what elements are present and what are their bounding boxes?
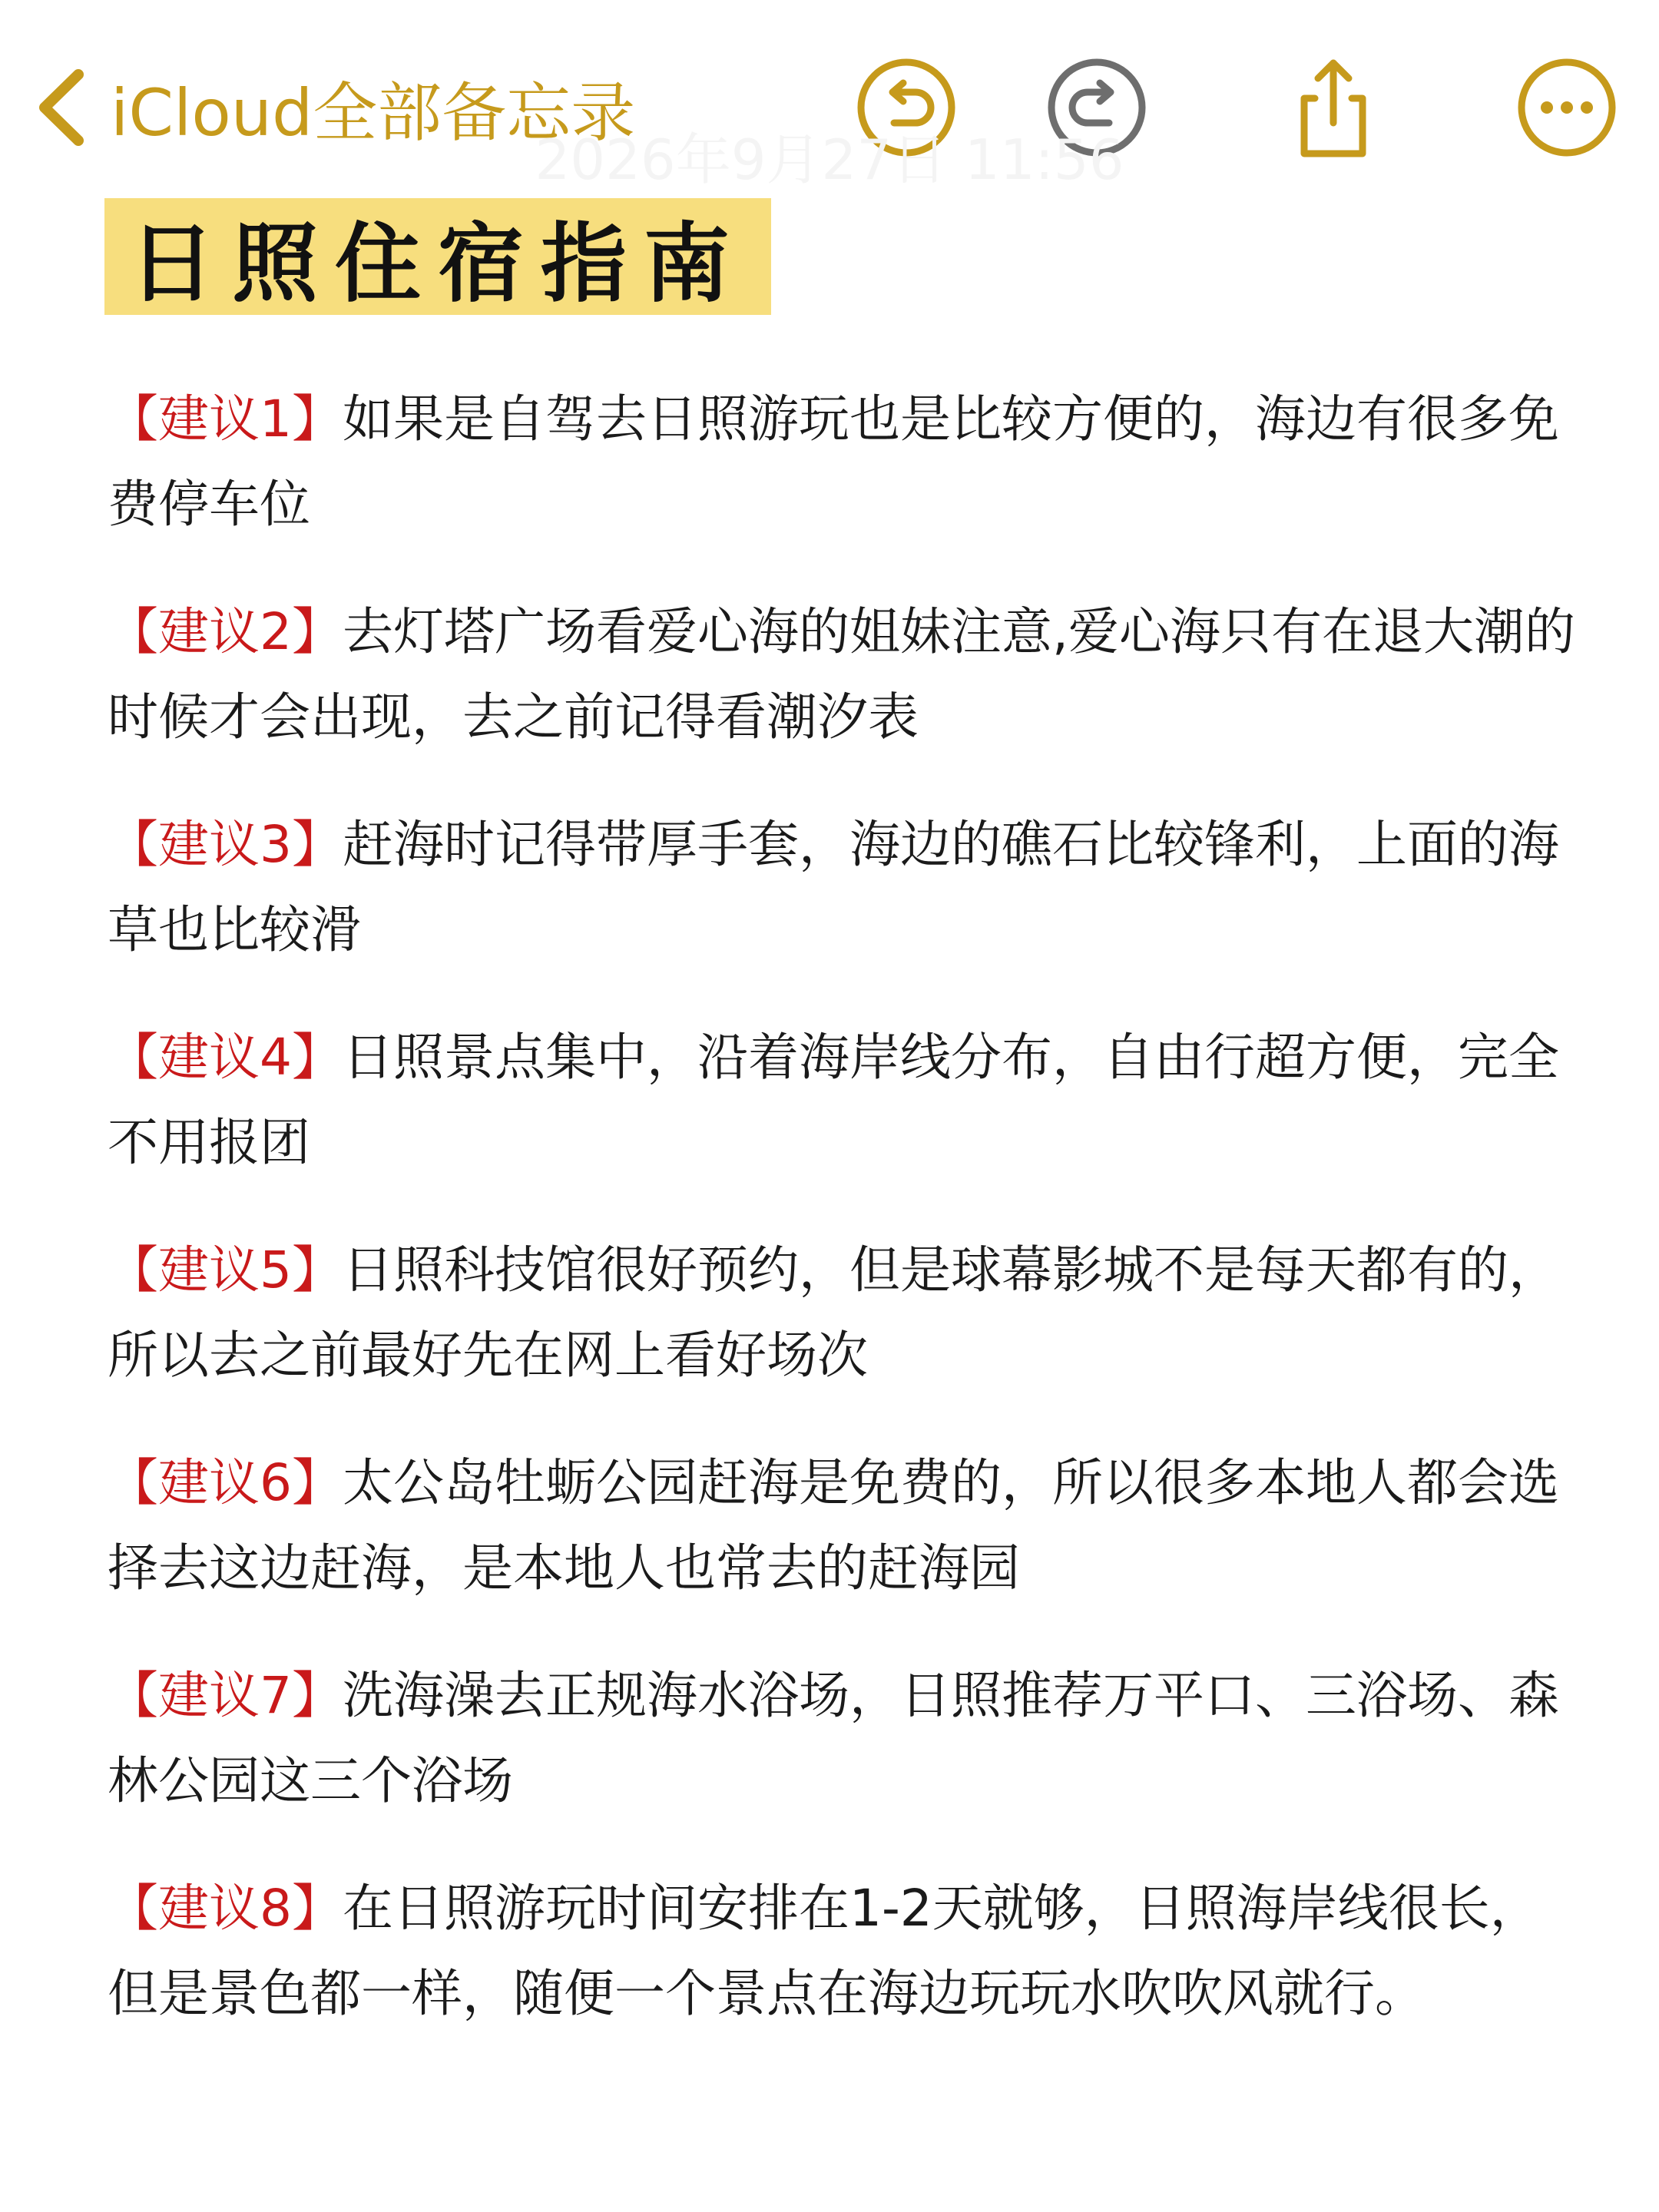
tip-text: 在日照游玩时间安排在1-2天就够，日照海岸线很长，但是景色都一样，随便一个景点在海边玩玩水吹吹风就行。: [108, 1879, 1541, 2023]
note-date: 2026年9月27日 11:56: [535, 127, 1124, 192]
tip-item[interactable]: [108, 1227, 1582, 1398]
tip-label: 【建议7】: [108, 1666, 343, 1725]
tip-item[interactable]: [108, 1440, 1582, 1611]
tip-text: 洗海澡去正规海水浴场，日照推荐万平口、三浴场、森林公园这三个浴场: [108, 1666, 1559, 1810]
note-title[interactable]: 日照住宿指南: [129, 214, 747, 314]
tip-item[interactable]: [108, 376, 1582, 547]
tip-item[interactable]: [108, 589, 1582, 760]
tip-label: 【建议4】: [108, 1028, 343, 1087]
tip-item[interactable]: [108, 1653, 1582, 1823]
tip-label: 【建议8】: [108, 1879, 343, 1938]
tip-text: 如果是自驾去日照游玩也是比较方便的，海边有很多免费停车位: [108, 389, 1559, 534]
tip-label: 【建议3】: [108, 815, 343, 874]
tip-item[interactable]: [108, 802, 1582, 972]
note-body[interactable]: [108, 376, 1582, 2078]
tip-text: 太公岛牡蛎公园赶海是免费的，所以很多本地人都会选择去这边赶海，是本地人也常去的赶海园: [108, 1453, 1559, 1598]
back-label: iCloud全部备忘录: [111, 75, 636, 151]
tip-item[interactable]: [108, 1866, 1582, 2036]
tip-text: 日照科技馆很好预约，但是球幕影城不是每天都有的，所以去之前最好先在网上看好场次: [108, 1240, 1559, 1385]
tip-label: 【建议2】: [108, 602, 343, 661]
tip-label: 【建议6】: [108, 1453, 343, 1512]
tip-text: 去灯塔广场看爱心海的姐妹注意,爱心海只有在退大潮的时候才会出现，去之前记得看潮汐表: [108, 602, 1575, 747]
tip-text: 日照景点集中，沿着海岸线分布，自由行超方便，完全不用报团: [108, 1028, 1559, 1172]
tip-label: 【建议5】: [108, 1240, 343, 1300]
tip-item[interactable]: [108, 1015, 1582, 1185]
tip-label: 【建议1】: [108, 389, 343, 449]
title-highlight: [104, 198, 771, 315]
tip-text: 赶海时记得带厚手套，海边的礁石比较锋利，上面的海草也比较滑: [108, 815, 1559, 959]
